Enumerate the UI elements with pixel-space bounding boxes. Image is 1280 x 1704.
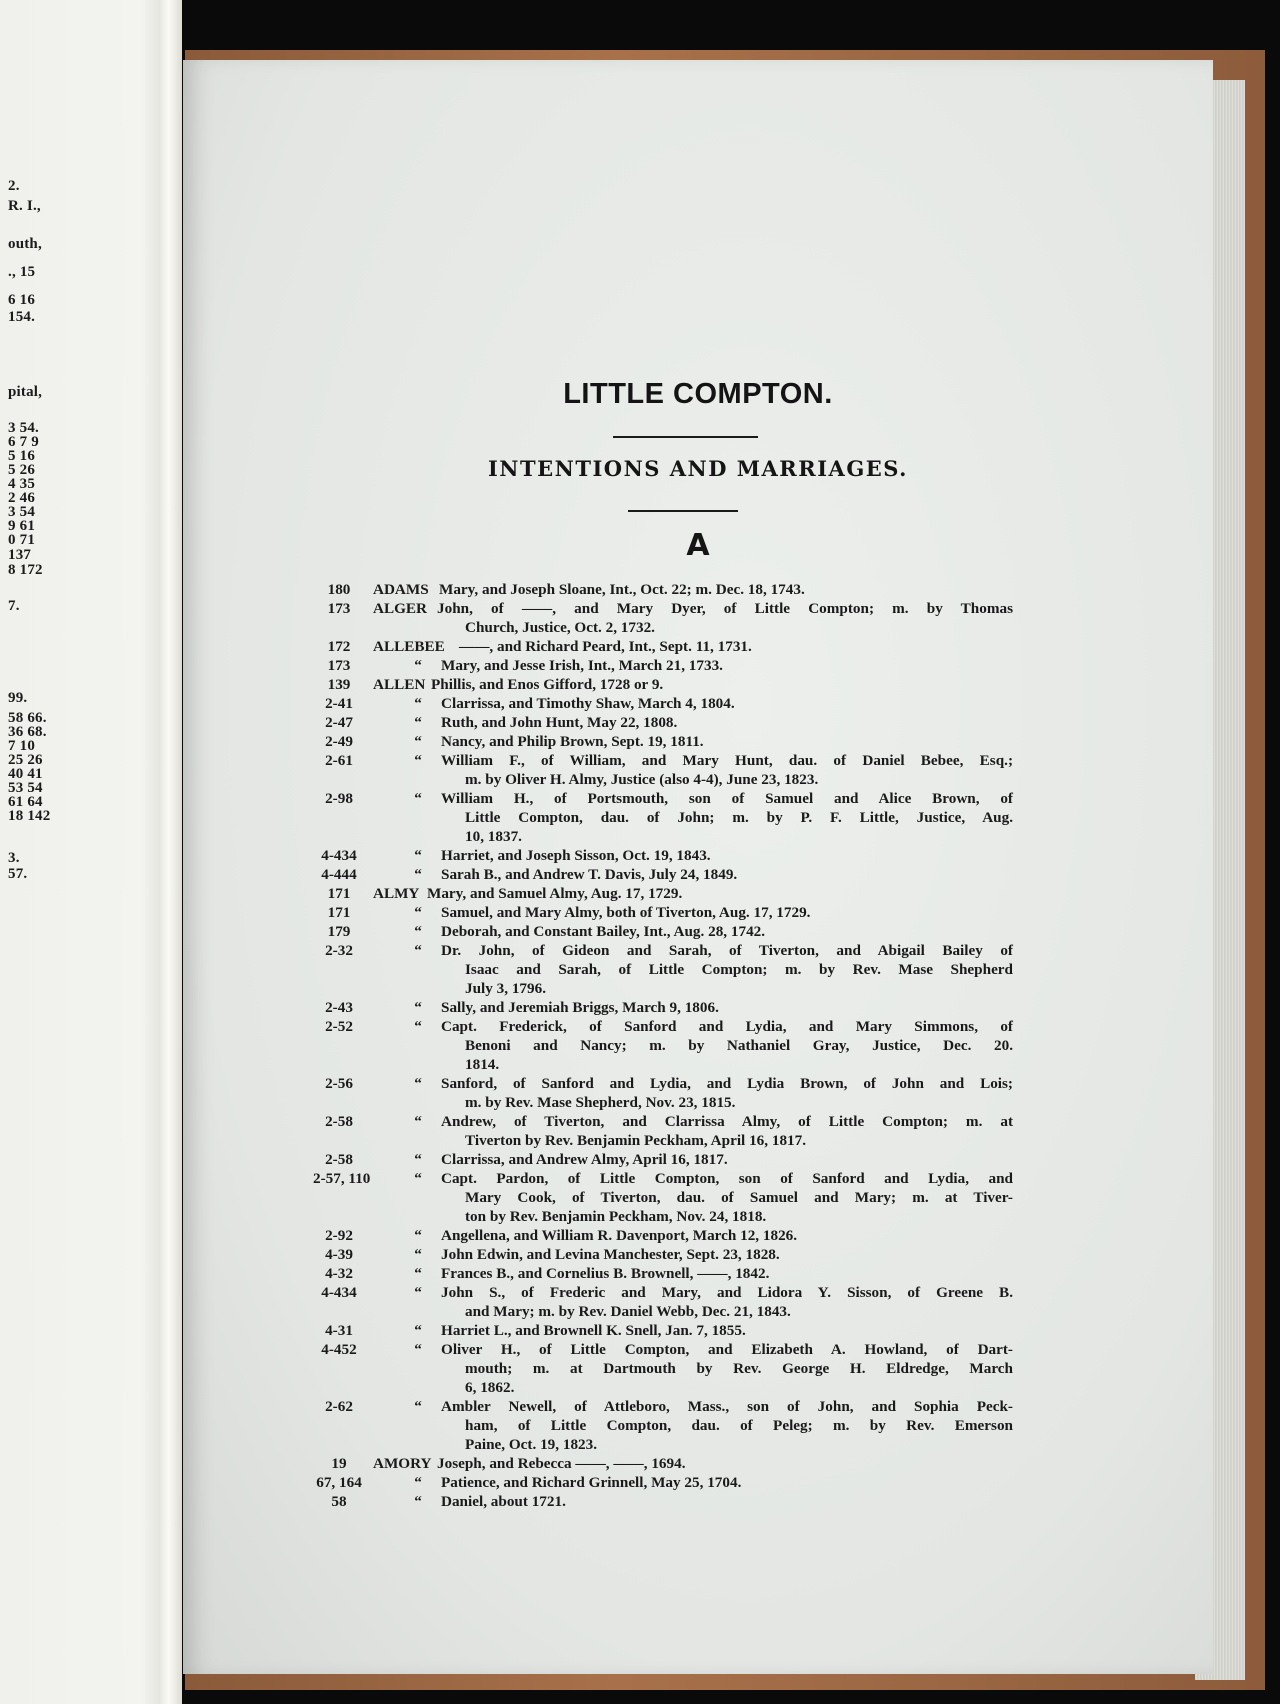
ditto-mark: “: [414, 1265, 422, 1282]
entry-row: [313, 1454, 1013, 1473]
left-page-fragment: 57.: [8, 866, 28, 882]
entry-text: Dr. John, of Gideon and Sarah, of Tiverton, and Abigail Bailey of: [441, 942, 1013, 959]
ditto-mark: “: [414, 1113, 422, 1130]
entry-text-continuation: Tiverton by Rev. Benjamin Peckham, April 16, 1817.: [465, 1132, 807, 1149]
entry-text: Deborah, and Constant Bailey, Int., Aug. 28, 1742.: [441, 923, 766, 940]
left-page-fragment: 99.: [8, 690, 28, 706]
entry-surname: ADAMS: [373, 581, 429, 598]
entry-text-continuation: Mary Cook, of Tiverton, dau. of Samuel and Mary; m. at Tiver-: [465, 1189, 1013, 1206]
entry-text-continuation: Little Compton, dau. of John; m. by P. F. Little, Justice, Aug.: [465, 809, 1013, 826]
entry-ref: 4-31: [325, 1322, 353, 1339]
ditto-mark: “: [414, 733, 422, 750]
entry-text: Mary, and Jesse Irish, Int., March 21, 1733.: [441, 657, 723, 674]
ditto-mark: “: [414, 1170, 422, 1187]
ditto-mark: “: [414, 1341, 422, 1358]
entry-ref: 58: [331, 1493, 347, 1510]
left-page-fragment: 3 54.: [8, 420, 39, 436]
entry-row: [313, 713, 1013, 732]
left-page-fragment: 61 64: [8, 794, 43, 810]
entry-ref: 2-57, 110: [313, 1170, 371, 1187]
left-page-fragment: 58 66.: [8, 710, 47, 726]
entry-row: [313, 1264, 1013, 1283]
entry-row: [313, 884, 1013, 903]
left-page-fragment: 5 16: [8, 448, 36, 464]
entry-text: John S., of Frederic and Mary, and Lidora Y. Sisson, of Greene B.: [441, 1284, 1013, 1301]
entry-ref: 2-49: [325, 733, 353, 750]
entry-text: Ruth, and John Hunt, May 22, 1808.: [441, 714, 678, 731]
entry-text: Harriet, and Joseph Sisson, Oct. 19, 1843.: [441, 847, 711, 864]
ditto-mark: “: [414, 999, 422, 1016]
entry-row: [313, 656, 1013, 675]
left-page: [0, 0, 178, 1704]
left-gutter: [160, 0, 182, 1704]
entry-text-continuation: 6, 1862.: [465, 1379, 515, 1396]
entry-row: [313, 580, 1013, 599]
left-page-fragment: 6 7 9: [8, 434, 39, 450]
entry-text-continuation: m. by Rev. Mase Shepherd, Nov. 23, 1815.: [465, 1094, 736, 1111]
ditto-mark: “: [414, 1075, 422, 1092]
entry-ref: 171: [327, 885, 351, 902]
entry-text-continuation: Church, Justice, Oct. 2, 1732.: [465, 619, 655, 636]
ditto-mark: “: [414, 847, 422, 864]
entry-text-continuation: ham, of Little Compton, dau. of Peleg; m. by Rev. Emerson: [465, 1417, 1013, 1434]
entry-text: Clarrissa, and Andrew Almy, April 16, 1817.: [441, 1151, 728, 1168]
entry-row: [313, 694, 1013, 713]
entry-row: [313, 1150, 1013, 1169]
entry-row: [313, 1340, 1013, 1397]
entry-text: William F., of William, and Mary Hunt, dau. of Daniel Bebee, Esq.;: [441, 752, 1013, 769]
left-page-fragment: 154.: [8, 309, 36, 325]
entry-text: Phillis, and Enos Gifford, 1728 or 9.: [431, 676, 664, 693]
right-page: [183, 60, 1213, 1674]
page-subtitle: INTENTIONS AND MARRIAGES.: [487, 456, 908, 481]
entry-surname: ALLEN: [373, 676, 426, 693]
entry-row: [313, 941, 1013, 998]
ditto-mark: “: [414, 714, 422, 731]
entry-ref: 139: [327, 676, 351, 693]
entry-text: Andrew, of Tiverton, and Clarrissa Almy, of Little Compton; m. at: [441, 1113, 1013, 1130]
ditto-mark: “: [414, 904, 422, 921]
left-page-fragment: 36 68.: [8, 724, 47, 740]
entry-text-continuation: 1814.: [465, 1056, 500, 1073]
entry-ref: 173: [327, 657, 351, 674]
ditto-mark: “: [414, 1246, 422, 1263]
ditto-mark: “: [414, 942, 422, 959]
entry-ref: 2-32: [325, 942, 353, 959]
left-page-fragment: 4 35: [8, 476, 36, 492]
entry-ref: 2-92: [325, 1227, 353, 1244]
entry-ref: 2-62: [325, 1398, 353, 1415]
ditto-mark: “: [414, 1493, 422, 1510]
entry-ref: 4-444: [321, 866, 357, 883]
entry-row: [313, 1245, 1013, 1264]
entry-ref: 2-47: [325, 714, 353, 731]
left-page-fragment: ., 15: [8, 264, 36, 280]
entry-text: Harriet L., and Brownell K. Snell, Jan. 7, 1855.: [441, 1322, 746, 1339]
entry-row: [313, 865, 1013, 884]
entry-ref: 180: [327, 581, 351, 598]
entry-text: Frances B., and Cornelius B. Brownell, ——, 1842.: [441, 1265, 770, 1282]
ditto-mark: “: [414, 1284, 422, 1301]
entry-surname: ALGER: [373, 600, 428, 617]
ditto-mark: “: [414, 1474, 422, 1491]
entry-text: Mary, and Joseph Sloane, Int., Oct. 22; m. Dec. 18, 1743.: [439, 581, 805, 598]
entry-surname: AMORY: [373, 1455, 432, 1472]
entry-text: Nancy, and Philip Brown, Sept. 19, 1811.: [441, 733, 704, 750]
entry-row: [313, 922, 1013, 941]
entry-row: [313, 903, 1013, 922]
entry-row: [313, 732, 1013, 751]
entry-row: [313, 1112, 1013, 1150]
entry-row: [313, 846, 1013, 865]
entry-text: Capt. Frederick, of Sanford and Lydia, and Mary Simmons, of: [441, 1018, 1013, 1035]
ditto-mark: “: [414, 1151, 422, 1168]
entry-ref: 4-39: [325, 1246, 353, 1263]
left-page-fragment: 3.: [8, 850, 20, 866]
left-page-fragment: 9 61: [8, 518, 36, 534]
entry-list: [313, 580, 1013, 1511]
entry-text: Sally, and Jeremiah Briggs, March 9, 1806.: [441, 999, 719, 1016]
entry-ref: 4-434: [321, 1284, 357, 1301]
entry-row: [313, 1283, 1013, 1321]
entry-surname: ALLEBEE: [373, 638, 445, 655]
entry-text: Angellena, and William R. Davenport, March 12, 1826.: [441, 1227, 798, 1244]
entry-text-continuation: mouth; m. at Dartmouth by Rev. George H. Eldredge, March: [465, 1360, 1013, 1377]
entry-row: [313, 1169, 1013, 1226]
left-page-fragment: 7 10: [8, 738, 36, 754]
entry-ref: 19: [331, 1455, 347, 1472]
entry-text: Oliver H., of Little Compton, and Elizabeth A. Howland, of Dart-: [441, 1341, 1013, 1358]
entry-row: [313, 751, 1013, 789]
entry-text: Capt. Pardon, of Little Compton, son of Sanford and Lydia, and: [441, 1170, 1013, 1187]
entry-ref: 2-61: [325, 752, 353, 769]
entry-text-continuation: m. by Oliver H. Almy, Justice (also 4-4), June 23, 1823.: [465, 771, 819, 788]
entry-text: Clarrissa, and Timothy Shaw, March 4, 1804.: [441, 695, 735, 712]
entry-ref: 171: [327, 904, 351, 921]
entry-text: Sanford, of Sanford and Lydia, and Lydia Brown, of John and Lois;: [441, 1075, 1013, 1092]
entry-text: Daniel, about 1721.: [441, 1493, 566, 1510]
ditto-mark: “: [414, 1227, 422, 1244]
ditto-mark: “: [414, 923, 422, 940]
ditto-mark: “: [414, 695, 422, 712]
ditto-mark: “: [414, 657, 422, 674]
entry-row: [313, 1473, 1013, 1492]
entry-text: Ambler Newell, of Attleboro, Mass., son of John, and Sophia Peck-: [441, 1398, 1013, 1415]
entry-ref: 179: [327, 923, 351, 940]
entry-ref: 2-52: [325, 1018, 353, 1035]
entry-ref: 4-32: [325, 1265, 353, 1282]
entry-ref: 2-41: [325, 695, 353, 712]
left-page-fragment: 6 16: [8, 292, 36, 308]
entry-ref: 4-434: [321, 847, 357, 864]
entry-ref: 2-43: [325, 999, 353, 1016]
entry-row: [313, 998, 1013, 1017]
ditto-mark: “: [414, 1018, 422, 1035]
entry-text: Joseph, and Rebecca ——, ——, 1694.: [437, 1455, 686, 1472]
entry-row: [313, 789, 1013, 846]
left-page-fragment: pital,: [8, 384, 43, 400]
ditto-mark: “: [414, 866, 422, 883]
entry-text-continuation: 10, 1837.: [465, 828, 522, 845]
left-page-fragment: 8 172: [8, 562, 43, 578]
entry-row: [313, 1321, 1013, 1340]
title-rule: [613, 436, 758, 438]
entry-ref: 2-98: [325, 790, 353, 807]
left-page-fragment: 40 41: [8, 766, 43, 782]
entry-row: [313, 1397, 1013, 1454]
entry-ref: 2-58: [325, 1151, 353, 1168]
left-page-fragment: 7.: [8, 598, 20, 614]
entry-ref: 2-58: [325, 1113, 353, 1130]
left-page-fragment: 137: [8, 547, 32, 563]
entry-row: [313, 1226, 1013, 1245]
left-page-fragment: 5 26: [8, 462, 36, 478]
ditto-mark: “: [414, 790, 422, 807]
entry-surname: ALMY: [373, 885, 420, 902]
entry-text: John Edwin, and Levina Manchester, Sept. 23, 1828.: [441, 1246, 780, 1263]
entry-ref: 2-56: [325, 1075, 353, 1092]
entry-row: [313, 675, 1013, 694]
entry-text-continuation: ton by Rev. Benjamin Peckham, Nov. 24, 1818.: [465, 1208, 767, 1225]
entry-ref: 172: [327, 638, 351, 655]
left-page-fragment: 2 46: [8, 490, 36, 506]
ditto-mark: “: [414, 1322, 422, 1339]
entry-row: [313, 637, 1013, 656]
page-title: LITTLE COMPTON.: [563, 378, 833, 410]
entry-text: Patience, and Richard Grinnell, May 25, 1704.: [441, 1474, 742, 1491]
left-page-fragment: outh,: [8, 236, 42, 252]
entry-text: William H., of Portsmouth, son of Samuel and Alice Brown, of: [441, 790, 1013, 807]
entry-text: ——, and Richard Peard, Int., Sept. 11, 1731.: [459, 638, 752, 655]
left-page-fragment: 2.: [8, 178, 20, 194]
ditto-mark: “: [414, 752, 422, 769]
entry-row: [313, 1492, 1013, 1511]
entry-text-continuation: and Mary; m. by Rev. Daniel Webb, Dec. 21, 1843.: [465, 1303, 791, 1320]
entry-ref: 4-452: [321, 1341, 357, 1358]
entry-text-continuation: Isaac and Sarah, of Little Compton; m. by Rev. Mase Shepherd: [465, 961, 1013, 978]
entry-ref: 173: [327, 600, 351, 617]
entry-row: [313, 1074, 1013, 1112]
ditto-mark: “: [414, 1398, 422, 1415]
entry-text-continuation: Benoni and Nancy; m. by Nathaniel Gray, Justice, Dec. 20.: [465, 1037, 1013, 1054]
left-page-fragment: 3 54: [8, 504, 36, 520]
entry-row: [313, 599, 1013, 637]
entry-text-continuation: July 3, 1796.: [465, 980, 547, 997]
left-page-fragment: R. I.,: [8, 198, 41, 214]
section-letter: A: [686, 528, 710, 563]
subtitle-rule: [628, 510, 738, 512]
entry-row: [313, 1017, 1013, 1074]
entry-text-continuation: Paine, Oct. 19, 1823.: [465, 1436, 598, 1453]
entry-text: Mary, and Samuel Almy, Aug. 17, 1729.: [427, 885, 683, 902]
entry-text: Sarah B., and Andrew T. Davis, July 24, 1849.: [441, 866, 738, 883]
entry-text: John, of ——, and Mary Dyer, of Little Compton; m. by Thomas: [437, 600, 1013, 617]
left-page-fragment: 53 54: [8, 780, 43, 796]
entry-text: Samuel, and Mary Almy, both of Tiverton, Aug. 17, 1729.: [441, 904, 811, 921]
entry-ref: 67, 164: [316, 1474, 362, 1491]
left-page-fragment: 0 71: [8, 532, 36, 548]
left-page-fragment: 25 26: [8, 752, 43, 768]
left-page-fragment: 18 142: [8, 808, 51, 824]
